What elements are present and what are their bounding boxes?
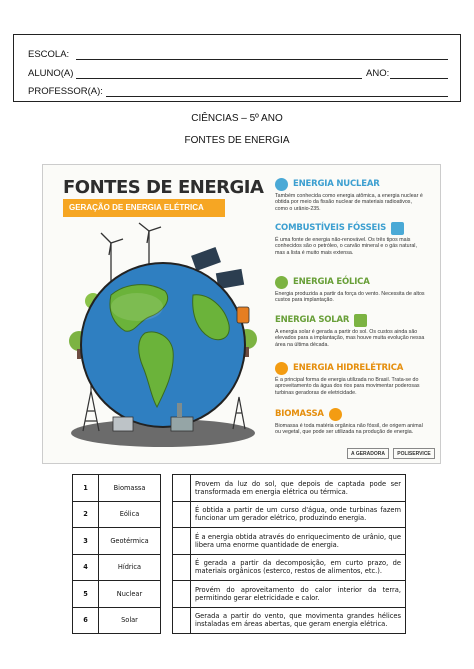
table-row — [73, 554, 406, 581]
energy-biomass — [275, 407, 440, 436]
row-number: 2 — [73, 501, 99, 528]
topic-title: FONTES DE ENERGIA — [184, 135, 290, 146]
table-row — [73, 607, 406, 634]
fuel-pump-icon — [391, 222, 404, 235]
ano-line[interactable] — [390, 78, 448, 79]
answer-box[interactable] — [173, 554, 191, 581]
professor-label: PROFESSOR(A): — [28, 86, 103, 97]
table-row — [73, 528, 406, 555]
aluno-label: ALUNO(A) — [28, 68, 74, 79]
energy-solar — [275, 313, 440, 348]
aluno-line[interactable] — [76, 78, 362, 79]
energy-wind-text: Energia produzida a partir da força do vento. Necessita de altos custos para implantação. — [275, 291, 425, 304]
energy-name: Solar — [99, 607, 161, 634]
energy-description: Provem da luz do sol, que depois de captada pode ser transformada em energia elétrica ou térmica. — [191, 475, 406, 502]
row-number: 1 — [73, 475, 99, 502]
energy-description: É gerada a partir da decomposição, em curto prazo, de materiais orgânicos (esterco, restos de alimentos, etc.). — [191, 554, 406, 581]
energy-description: Provém do aproveitamento do calor interior da terra, permitindo gerar eletricidade e calor. — [191, 581, 406, 608]
row-number: 4 — [73, 554, 99, 581]
energy-biomass-text: Biomassa é toda matéria orgânica não fóssil, de origem animal ou vegetal, que pode ser utilizada na produção de energia. — [275, 423, 423, 436]
leaf-icon — [329, 408, 342, 421]
row-number: 6 — [73, 607, 99, 634]
answer-box[interactable] — [173, 581, 191, 608]
energy-biomass-title: BIOMASSA — [275, 409, 324, 419]
energy-nuclear — [275, 177, 440, 212]
escola-line[interactable] — [76, 59, 448, 60]
energy-solar-title: ENERGIA SOLAR — [275, 315, 350, 325]
escola-label: ESCOLA: — [28, 49, 70, 60]
energy-nuclear-title: ENERGIA NUCLEAR — [293, 179, 380, 189]
matching-table — [72, 474, 406, 634]
water-drop-icon — [275, 362, 288, 375]
logo-a-geradora: A GERADORA — [347, 448, 389, 459]
row-number: 3 — [73, 528, 99, 555]
subject-title: CIÊNCIAS – 5º ANO — [191, 113, 283, 124]
answer-box[interactable] — [173, 475, 191, 502]
infographic-title: FONTES DE ENERGIA — [63, 177, 264, 198]
answer-box[interactable] — [173, 528, 191, 555]
student-info-box — [13, 34, 461, 102]
answer-box[interactable] — [173, 607, 191, 634]
infographic-subtitle: GERAÇÃO DE ENERGIA ELÉTRICA — [63, 199, 225, 217]
energy-name: Nuclear — [99, 581, 161, 608]
table-row — [73, 475, 406, 502]
radiation-icon — [275, 178, 288, 191]
solar-icon — [354, 314, 367, 327]
row-number: 5 — [73, 581, 99, 608]
energy-hydro-text: É a principal forma de energia utilizada no Brasil. Trata-se do aproveitamento da água dos rios para movimentar poderosas turbinas geradoras de eletricidade. — [275, 377, 420, 396]
energy-wind — [275, 275, 440, 304]
table-row — [73, 581, 406, 608]
energy-name: Hídrica — [99, 554, 161, 581]
globe-illustration — [53, 221, 273, 461]
energy-name: Biomassa — [99, 475, 161, 502]
answer-box[interactable] — [173, 501, 191, 528]
energy-name: Geotérmica — [99, 528, 161, 555]
energy-description: É a energia obtida através do enriquecimento de urânio, que libera uma enorme quantidade de energia. — [191, 528, 406, 555]
energy-hydro — [275, 361, 440, 396]
fuel-drum-icon — [237, 307, 249, 323]
ano-label: ANO: — [366, 68, 390, 79]
energy-name: Eólica — [99, 501, 161, 528]
energy-fossil — [275, 221, 440, 256]
wind-icon — [275, 276, 288, 289]
energy-fossil-title: COMBUSTÍVEIS FÓSSEIS — [275, 223, 386, 233]
energy-solar-text: A energia solar é gerada a partir do sol. Os custos ainda são elevados para a implantação, mas houve muita evolução nessa área na última década. — [275, 329, 425, 348]
professor-line[interactable] — [106, 96, 448, 97]
logo-poliservice: POLISERVICE — [393, 448, 435, 459]
energy-description: Gerada a partir do vento, que movimenta grandes hélices instaladas em áreas abertas, que geram energia elétrica. — [191, 607, 406, 634]
energy-hydro-title: ENERGIA HIDRELÉTRICA — [293, 363, 404, 373]
energy-fossil-text: É uma fonte de energia não-renovável. Os três tipos mais conhecidos são o petróleo, o carvão mineral e o gás natural, mas a lista é muito mais extensa. — [275, 237, 417, 256]
energy-description: É obtida a partir de um curso d'água, onde turbinas fazem funcionar um gerador elétrico, produzindo energia. — [191, 501, 406, 528]
energy-wind-title: ENERGIA EÓLICA — [293, 277, 370, 287]
table-row — [73, 501, 406, 528]
energy-nuclear-text: Também conhecida como energia atômica, a energia nuclear é obtida por meio da fissão nuclear de materiais radioativos, como o urânio-235. — [275, 193, 423, 212]
energy-infographic — [42, 164, 441, 464]
